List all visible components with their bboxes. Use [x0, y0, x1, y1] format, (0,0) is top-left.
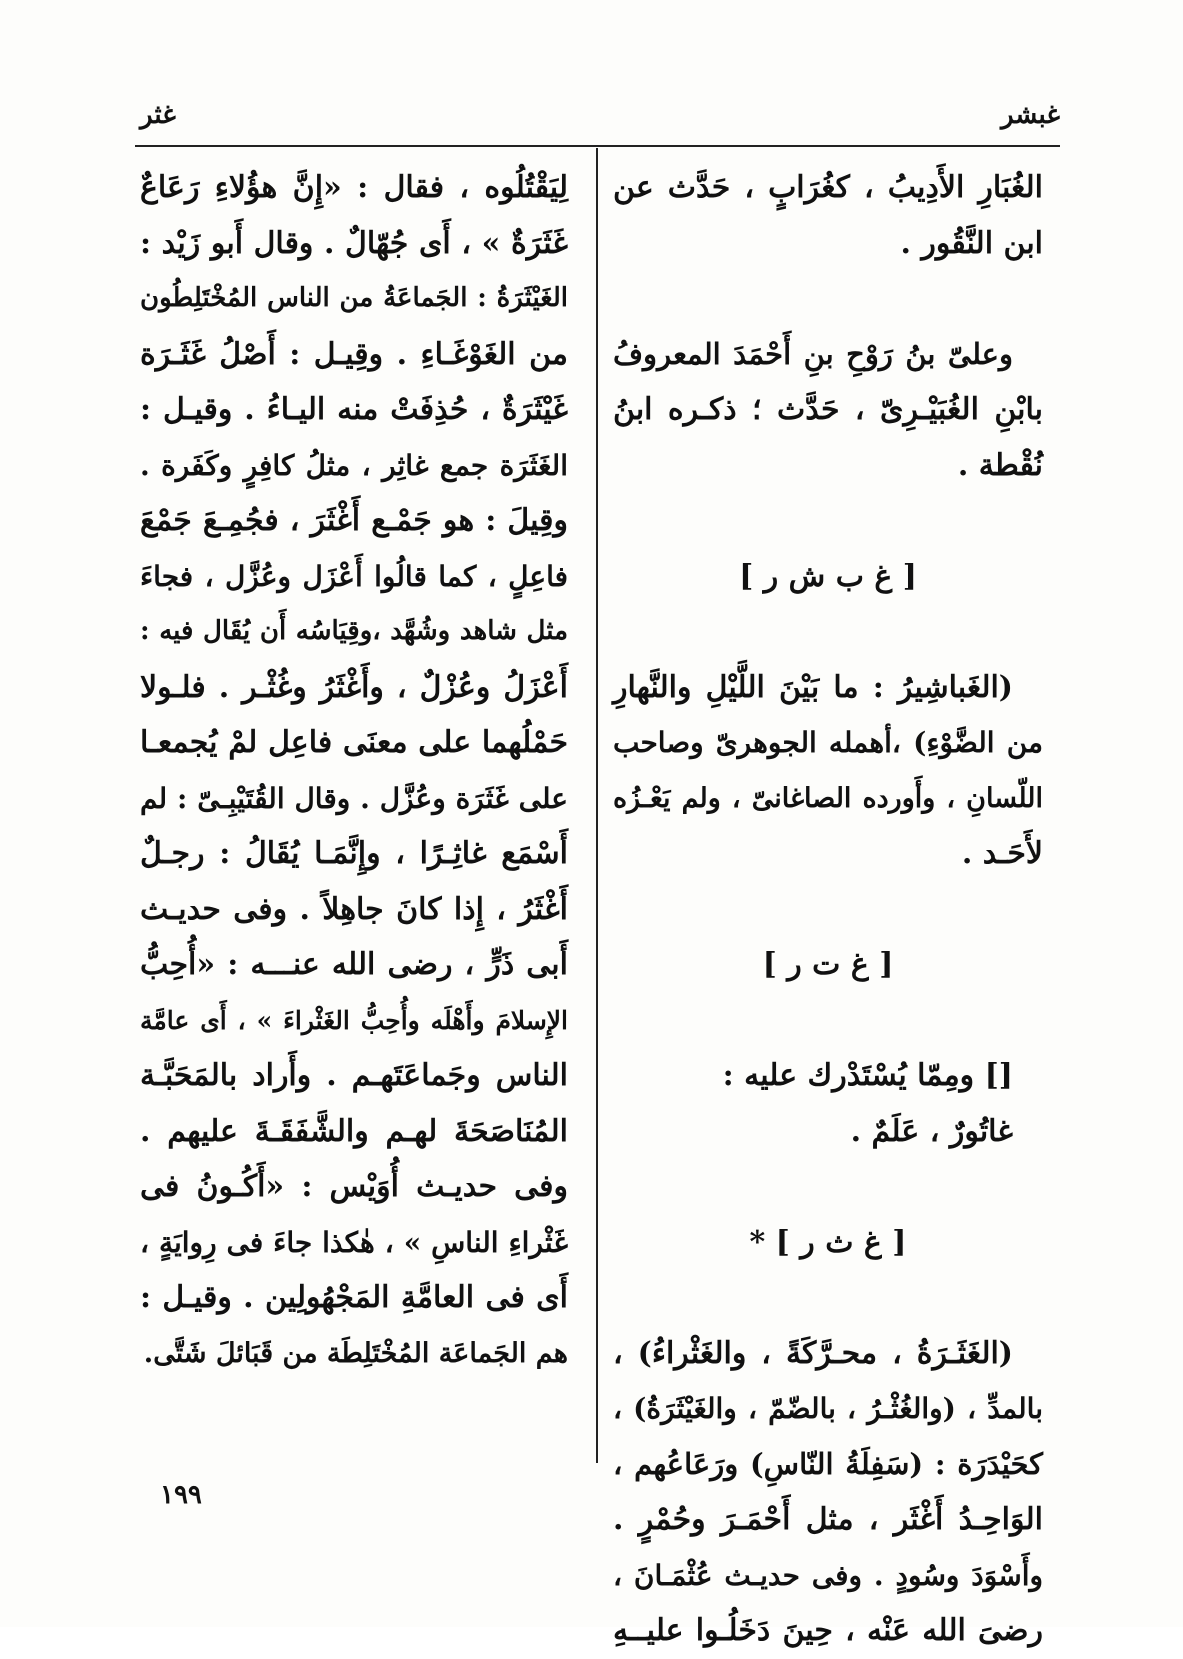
text-line: الغَثَرَة جمع غاثِر ، مثلُ كافِرٍ وكَفَرة .: [140, 448, 568, 482]
text-line: الإِسلامَ وأَهْلَه وأُحِبُّ الغَثْراءَ » ، أَى عامَّة: [140, 1005, 568, 1035]
page-header: [140, 100, 1060, 140]
column-divider: [596, 148, 598, 1463]
text-line: مثل شاهد وشُهَّد ،وقِيَاسُه أَن يُقَال فيه :: [140, 616, 568, 646]
text-line: غاتُورٌ ، عَلَمٌ .: [850, 1113, 1013, 1149]
text-line: لأَحَـد .: [961, 836, 1043, 871]
entry-heading: [ غ ت ر ]: [762, 947, 894, 982]
blank-line: [613, 604, 1043, 660]
text-line: نُقْطة .: [957, 447, 1043, 483]
text-line: حَمْلُهما على معنَى فاعِل لمْ يُجمعـا: [140, 725, 568, 760]
text-line: [] ومِمّا يُسْتَدْرك عليه :: [722, 1058, 1013, 1093]
text-line: أَى فى العامَّةِ المَجْهُولِين . وقيـل :: [140, 1280, 568, 1315]
text-line: (الغَثَـرَةُ ، محـرَّكَةً ، والغَثْراءُ) ،: [613, 1335, 1013, 1371]
text-line: غَثَرَةٌ » ، أَى جُهّالٌ . وقال أَبو زَيْد :: [140, 225, 568, 261]
blank-line: [613, 882, 1043, 938]
page-number: ١٩٩: [160, 1480, 202, 1510]
blank-line: [613, 271, 1043, 327]
header-rule: [135, 145, 1060, 147]
text-line: وعلىّ بنُ رَوْحِ بنِ أَحْمَدَ المعروفُ: [613, 336, 1013, 371]
blank-line: [613, 1270, 1043, 1326]
text-line: هم الجَماعَة المُخْتَلِطَة من قَبَائلَ شَتَّى.: [143, 1337, 568, 1369]
text-line: من الغَوْغَـاءِ . وقِيـل : أَصْلُ غَثَـرَة: [140, 336, 568, 372]
text-line: لِيَقْتُلُوه ، فقال : «إِنَّ هؤُلاءِ رَعَاعٌ: [140, 170, 568, 205]
text-line: الوَاحِـدُ أَغْثَر ، مثل أَحْمَـرَ وحُمْرٍ .: [613, 1502, 1043, 1537]
entry-heading: [ غ ب ش ر ]: [739, 558, 917, 594]
text-line: (الغَباشِيرُ : ما بَيْنَ اللَّيْلِ والنَّهارِ: [613, 669, 1013, 705]
text-line: بابْنِ الغُبَيْـرِىّ ، حَدَّث ؛ ذكـره ابنُ: [613, 392, 1043, 427]
text-line: على غَثَرَة وعُزَّل . وقال القُتَيْبِـىّ : لم: [140, 781, 568, 815]
text-line: فاعِلٍ ، كما قالُوا أَعْزَل وعُزَّل ، فجاءَ: [140, 559, 568, 593]
header-left-word: غثر: [140, 100, 176, 130]
text-line: من الضَّوْءِ) ،أهمله الجوهرىّ وصاحب: [613, 726, 1043, 759]
text-line: الغَيْثَرَةُ : الجَماعَةُ من الناس المُخْتَلِطُون: [140, 283, 568, 313]
blank-line: [613, 493, 1043, 549]
text-line: الغُبَارِ الأَدِيبُ ، كغُرَابٍ ، حَدَّث عن: [613, 170, 1043, 205]
text-line: وفى حديـث أُوَيْس : «أَكُـونُ فى: [140, 1169, 568, 1204]
text-line: الناس وجَماعَتَهـم . وأَراد بالمَحَبَّـة: [140, 1058, 568, 1093]
text-line: أَغْثَرُ ، إِذا كانَ جاهِلاً . وفى حديـث: [140, 891, 568, 927]
left-column: [140, 160, 568, 1381]
blank-line: [613, 993, 1043, 1049]
text-line: أَسْمَع غاثِـرًا ، وإِنَّمَـا يُقَالُ : رجـلٌ: [140, 836, 568, 871]
header-right-word: غبشر: [1001, 100, 1060, 130]
text-line: غَثْراءِ الناسِ » ، هٰكذا جاءَ فى رِوايَةٍ ،: [140, 1225, 568, 1259]
text-line: غَيْثَرَةٌ ، حُذِفَتْ منه اليـاءُ . وقيـل :: [140, 392, 568, 427]
right-column: [613, 160, 1043, 1659]
text-line: أَبى ذَرٍّ ، رضى الله عنـــه : «أُحِبُّ: [140, 947, 568, 982]
text-line: اللّسانِ ، وأَورده الصاغانىّ ، ولم يَعْـزُه: [613, 782, 1043, 814]
text-line: بالمدِّ ، (والغُثْـرُ ، بالضّمّ ، والغَيْثَرَةُ) ،: [613, 1392, 1043, 1425]
entry-heading: [ غ ث ر ] *: [749, 1224, 907, 1260]
text-line: ابن النَّقُور .: [900, 225, 1043, 261]
text-line: كحَيْدَرَة : (سَفِلَةُ النّاسِ) ورَعَاعُهم ،: [613, 1446, 1043, 1481]
text-line: رضىَ الله عَنْه ، حِينَ دَخَلُـوا عليــهِ: [613, 1613, 1043, 1648]
text-line: وأَسْوَدَ وسُودٍ . وفى حديـث عُثْمَـانَ ،: [613, 1558, 1043, 1592]
text-line: المُنَاصَحَةَ لهـم والشَّفَقَـةَ عليهم .: [140, 1113, 568, 1149]
text-line: أَعْزَلُ وعُزْلٌ ، وأَغْثَرُ وغُثْـر . فلـولا: [140, 669, 568, 705]
blank-line: [613, 1159, 1043, 1215]
text-line: وقِيلَ : هو جَمْـع أَغْثَرَ ، فجُمِـعَ جَمْعَ: [140, 503, 568, 538]
